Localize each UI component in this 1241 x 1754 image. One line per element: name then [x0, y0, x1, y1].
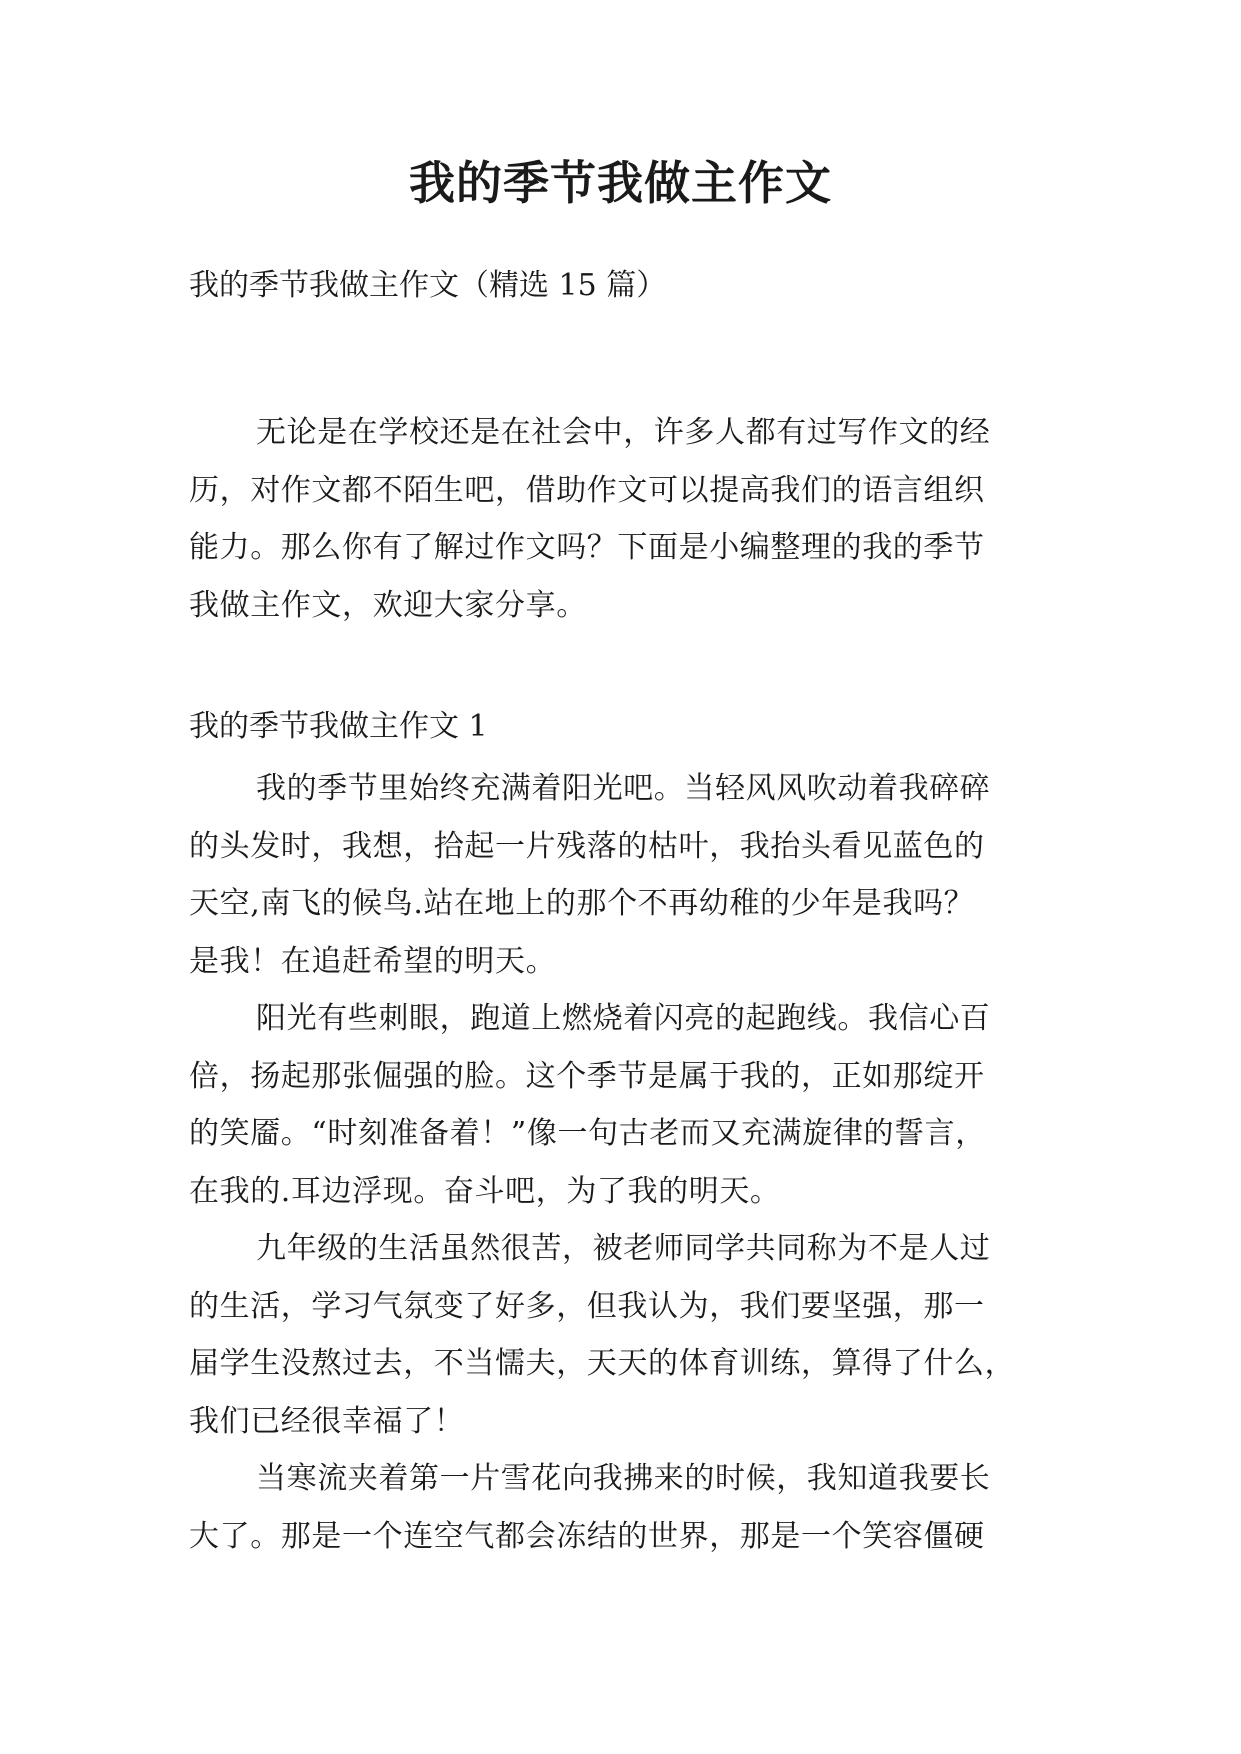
intro-line: 历，对作文都不陌生吧，借助作文可以提高我们的语言组织	[189, 472, 985, 508]
paragraph-line: 当寒流夹着第一片雪花向我拂来的时候，我知道我要长	[256, 1461, 991, 1496]
paragraph-line: 我的季节里始终充满着阳光吧。当轻风风吹动着我碎碎	[256, 771, 991, 806]
paragraph-line: 届学生没熬过去，不当懦夫，天天的体育训练，算得了什么，	[189, 1346, 1016, 1381]
paragraph-line: 倍，扬起那张倔强的脸。这个季节是属于我的，正如那绽开	[189, 1058, 985, 1094]
paragraph-line: 九年级的生活虽然很苦，被老师同学共同称为不是人过	[256, 1231, 991, 1266]
paragraph-line: 阳光有些刺眼，跑道上燃烧着闪亮的起跑线。我信心百	[256, 1001, 991, 1036]
paragraph-line: 我们已经很幸福了！	[189, 1403, 465, 1439]
essay-body	[189, 760, 1049, 1565]
intro-paragraph	[189, 404, 1049, 634]
paragraph-line: 的头发时，我想，拾起一片残落的枯叶，我抬头看见蓝色的	[189, 828, 985, 864]
paragraph-line: 的生活，学习气氛变了好多，但我认为，我们要坚强，那一	[189, 1288, 985, 1324]
document-title: 我的季节我做主作文	[409, 156, 832, 210]
paragraph-line: 天空,南飞的候鸟.站在地上的那个不再幼稚的少年是我吗？	[189, 886, 975, 921]
paragraph-line: 在我的.耳边浮现。奋斗吧，为了我的明天。	[189, 1173, 781, 1209]
section-heading: 我的季节我做主作文 1	[189, 709, 488, 744]
paragraph-line: 是我！在追赶希望的明天。	[189, 943, 557, 979]
intro-line: 我做主作文，欢迎大家分享。	[189, 587, 587, 623]
paragraph-line: 的笑靥。“时刻准备着！”像一句古老而又充满旋律的誓言，	[189, 1116, 986, 1151]
intro-line: 无论是在学校还是在社会中，许多人都有过写作文的经	[256, 415, 991, 450]
document-subtitle: 我的季节我做主作文（精选 15 篇）	[189, 268, 667, 303]
paragraph-line: 大了。那是一个连空气都会冻结的世界，那是一个笑容僵硬	[189, 1518, 985, 1554]
intro-line: 能力。那么你有了解过作文吗？下面是小编整理的我的季节	[189, 530, 985, 565]
